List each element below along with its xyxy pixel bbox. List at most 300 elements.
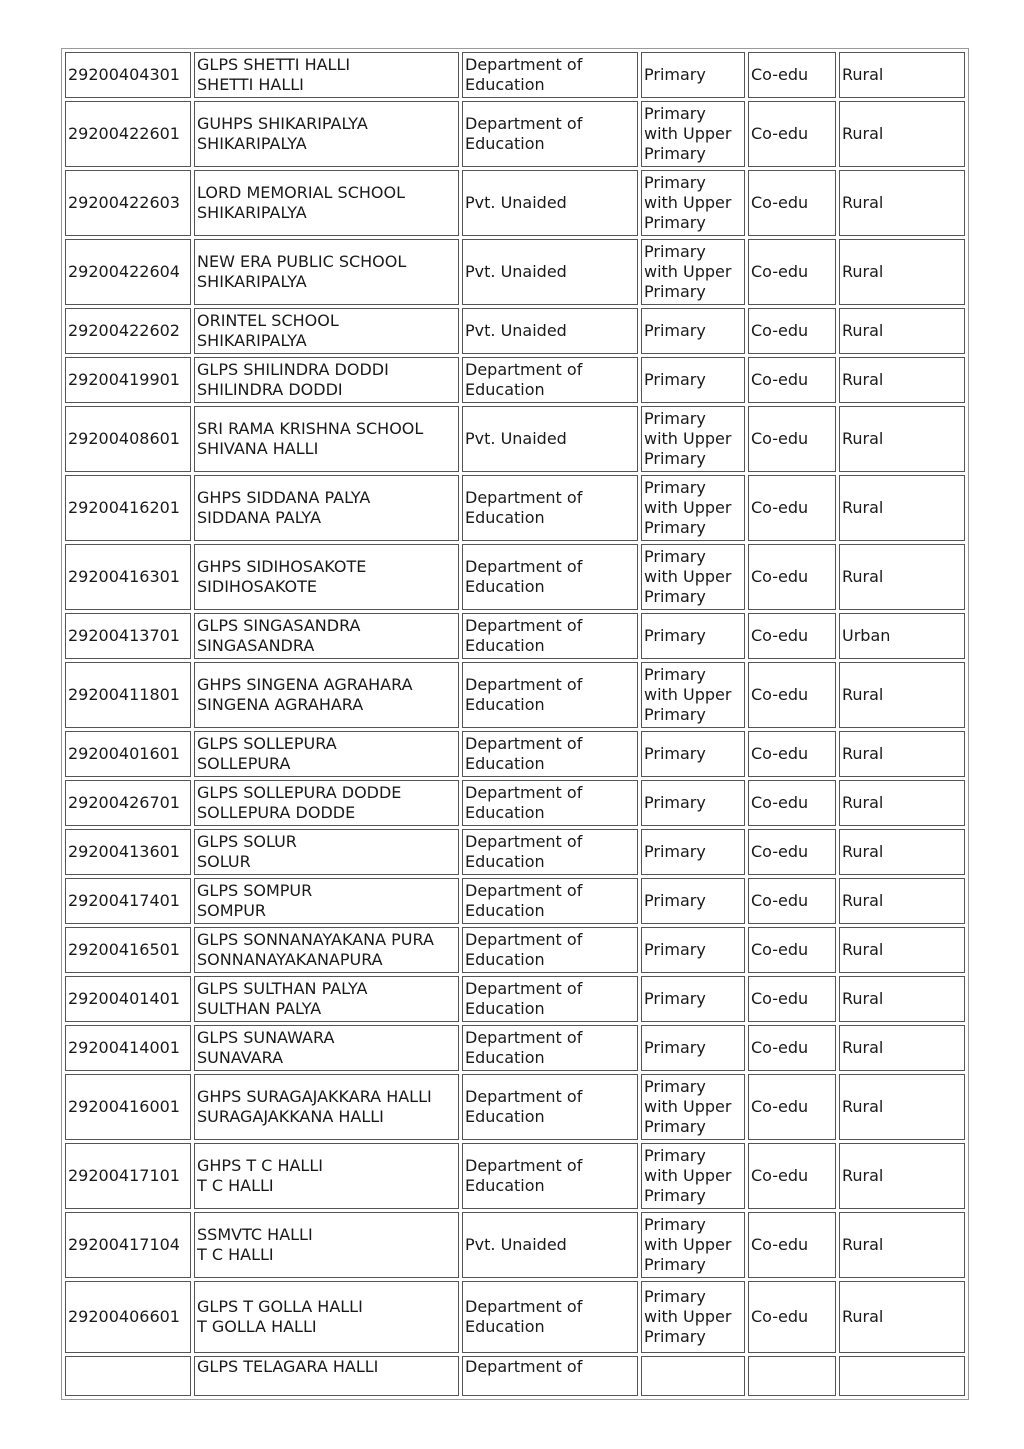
management-cell: [462, 878, 638, 924]
area-cell: [839, 1212, 965, 1278]
school-name-cell-line: ORINTEL SCHOOL: [197, 311, 339, 330]
school-code-cell: [65, 1212, 191, 1278]
school-name-cell-line: GHPS T C HALLI: [197, 1156, 323, 1175]
category-cell-line: with Upper: [644, 685, 732, 704]
management-cell: [462, 406, 638, 472]
school-name-cell-line: SOMPUR: [197, 901, 267, 920]
area-cell-text: Rural: [842, 989, 884, 1008]
school-name-cell-line: SIDIHOSAKOTE: [197, 577, 318, 596]
category-cell-line: Primary: [644, 940, 706, 959]
school-name-cell-line: GLPS T GOLLA HALLI: [197, 1297, 363, 1316]
school-code-cell: [65, 1143, 191, 1209]
category-cell-line: Primary: [644, 1146, 706, 1165]
category-cell-line: Primary: [644, 1077, 706, 1096]
area-cell: [839, 1143, 965, 1209]
school-type-cell-text: Co-edu: [751, 65, 809, 84]
school-code-cell-text: 29200416501: [68, 940, 180, 959]
school-code-cell-text: 29200422603: [68, 193, 180, 212]
management-cell-line: Department of: [465, 1156, 583, 1175]
school-code-cell-text: 29200422604: [68, 262, 180, 281]
school-name-cell-line: GLPS SOLLEPURA DODDE: [197, 783, 402, 802]
school-type-cell-text: Co-edu: [751, 744, 809, 763]
school-name-cell-line: SHETTI HALLI: [197, 75, 304, 94]
school-name-cell-line: GLPS SHETTI HALLI: [197, 55, 351, 74]
school-type-cell-text: Co-edu: [751, 626, 809, 645]
school-type-cell-text: Co-edu: [751, 891, 809, 910]
management-cell-line: Education: [465, 852, 545, 871]
school-name-cell-line: LORD MEMORIAL SCHOOL: [197, 183, 406, 202]
category-cell-line: Primary: [644, 321, 706, 340]
table-row: [65, 731, 965, 777]
table-row: [65, 357, 965, 403]
category-cell-line: Primary: [644, 989, 706, 1008]
management-cell-line: Education: [465, 75, 545, 94]
table-row: [65, 170, 965, 236]
area-cell: [839, 101, 965, 167]
school-name-cell-line: GLPS SULTHAN PALYA: [197, 979, 368, 998]
management-cell-line: Education: [465, 695, 545, 714]
school-name-cell-line: SINGASANDRA: [197, 636, 315, 655]
school-type-cell: [748, 662, 836, 728]
management-cell-line: Department of: [465, 734, 583, 753]
category-cell: [641, 976, 745, 1022]
category-cell: [641, 170, 745, 236]
school-code-cell: [65, 1356, 191, 1396]
category-cell: [641, 1281, 745, 1353]
management-cell-line: Department of: [465, 881, 583, 900]
management-cell-line: Department of: [465, 1357, 583, 1376]
management-cell: [462, 170, 638, 236]
table-row: [65, 544, 965, 610]
category-cell-line: Primary: [644, 65, 706, 84]
school-type-cell-text: Co-edu: [751, 842, 809, 861]
category-cell-line: Primary: [644, 793, 706, 812]
area-cell: [839, 239, 965, 305]
management-cell-line: Pvt. Unaided: [465, 193, 567, 212]
category-cell-line: Primary: [644, 1117, 706, 1136]
school-code-cell: [65, 613, 191, 659]
school-name-cell-line: SHIKARIPALYA: [197, 331, 307, 350]
area-cell: [839, 170, 965, 236]
area-cell: [839, 406, 965, 472]
school-name-cell: [194, 780, 459, 826]
table-row: [65, 1074, 965, 1140]
management-cell-line: Department of: [465, 1087, 583, 1106]
school-name-cell: [194, 829, 459, 875]
management-cell: [462, 239, 638, 305]
table-row: [65, 475, 965, 541]
school-name-cell-line: SOLLEPURA DODDE: [197, 803, 356, 822]
school-name-cell: [194, 239, 459, 305]
category-cell-line: Primary: [644, 518, 706, 537]
school-code-cell: [65, 829, 191, 875]
school-code-cell: [65, 1074, 191, 1140]
school-name-cell: [194, 308, 459, 354]
management-cell-line: Department of: [465, 616, 583, 635]
school-name-cell-line: SRI RAMA KRISHNA SCHOOL: [197, 419, 424, 438]
school-type-cell-text: Co-edu: [751, 262, 809, 281]
management-cell-line: Pvt. Unaided: [465, 429, 567, 448]
category-cell-line: Primary: [644, 626, 706, 645]
school-type-cell: [748, 731, 836, 777]
area-cell: [839, 1356, 965, 1396]
school-name-cell: [194, 731, 459, 777]
school-type-cell-text: Co-edu: [751, 1307, 809, 1326]
management-cell: [462, 1025, 638, 1071]
school-code-cell-text: 29200413701: [68, 626, 180, 645]
school-type-cell-text: Co-edu: [751, 940, 809, 959]
school-type-cell: [748, 406, 836, 472]
school-code-cell: [65, 927, 191, 973]
management-cell-line: Education: [465, 999, 545, 1018]
school-name-cell-line: GHPS SINGENA AGRAHARA: [197, 675, 413, 694]
school-name-cell-line: T GOLLA HALLI: [197, 1317, 317, 1336]
school-name-cell: [194, 1356, 459, 1396]
category-cell: [641, 1143, 745, 1209]
school-type-cell: [748, 101, 836, 167]
school-code-cell-text: 29200404301: [68, 65, 180, 84]
management-cell: [462, 52, 638, 98]
table-row: [65, 1356, 965, 1396]
management-cell: [462, 780, 638, 826]
school-name-cell-line: NEW ERA PUBLIC SCHOOL: [197, 252, 407, 271]
school-name-cell-line: GLPS SOLLEPURA: [197, 734, 337, 753]
school-type-cell: [748, 927, 836, 973]
school-name-cell-line: SHIKARIPALYA: [197, 203, 307, 222]
school-name-cell-line: SHILINDRA DODDI: [197, 380, 343, 399]
school-type-cell-text: Co-edu: [751, 567, 809, 586]
area-cell-text: Rural: [842, 193, 884, 212]
category-cell-line: Primary: [644, 1186, 706, 1205]
school-type-cell-text: Co-edu: [751, 989, 809, 1008]
school-code-cell-text: 29200414001: [68, 1038, 180, 1057]
school-code-cell: [65, 1281, 191, 1353]
table-row: [65, 406, 965, 472]
area-cell-text: Rural: [842, 124, 884, 143]
school-code-cell: [65, 1025, 191, 1071]
school-type-cell: [748, 1074, 836, 1140]
table-row: [65, 101, 965, 167]
category-cell-line: with Upper: [644, 1097, 732, 1116]
school-name-cell: [194, 1025, 459, 1071]
area-cell-text: Urban: [842, 626, 891, 645]
category-cell-line: Primary: [644, 282, 706, 301]
management-cell: [462, 731, 638, 777]
school-type-cell-text: Co-edu: [751, 124, 809, 143]
area-cell-text: Rural: [842, 891, 884, 910]
management-cell-line: Education: [465, 803, 545, 822]
category-cell-line: Primary: [644, 370, 706, 389]
category-cell: [641, 239, 745, 305]
table-body: [65, 52, 965, 1396]
area-cell: [839, 1281, 965, 1353]
category-cell: [641, 927, 745, 973]
table-row: [65, 780, 965, 826]
area-cell: [839, 1025, 965, 1071]
school-type-cell: [748, 357, 836, 403]
table-row: [65, 878, 965, 924]
management-cell: [462, 613, 638, 659]
school-code-cell-text: 29200426701: [68, 793, 180, 812]
school-code-cell: [65, 878, 191, 924]
school-name-cell-line: SUNAVARA: [197, 1048, 284, 1067]
category-cell-line: Primary: [644, 891, 706, 910]
category-cell-line: with Upper: [644, 498, 732, 517]
school-code-cell-text: 29200411801: [68, 685, 180, 704]
category-cell-line: Primary: [644, 842, 706, 861]
table-row: [65, 308, 965, 354]
school-type-cell-text: Co-edu: [751, 321, 809, 340]
school-code-cell-text: 29200401401: [68, 989, 180, 1008]
school-type-cell: [748, 780, 836, 826]
school-name-cell: [194, 357, 459, 403]
school-code-cell: [65, 308, 191, 354]
category-cell-line: Primary: [644, 104, 706, 123]
category-cell-line: Primary: [644, 144, 706, 163]
category-cell-line: with Upper: [644, 429, 732, 448]
category-cell-line: with Upper: [644, 262, 732, 281]
school-code-cell-text: 29200417104: [68, 1235, 180, 1254]
school-type-cell-text: Co-edu: [751, 498, 809, 517]
school-name-cell: [194, 1143, 459, 1209]
management-cell: [462, 1356, 638, 1396]
management-cell-line: Department of: [465, 832, 583, 851]
table-row: [65, 1281, 965, 1353]
school-name-cell-line: GUHPS SHIKARIPALYA: [197, 114, 368, 133]
area-cell: [839, 357, 965, 403]
school-code-cell: [65, 544, 191, 610]
school-code-cell-text: 29200408601: [68, 429, 180, 448]
area-cell-text: Rural: [842, 262, 884, 281]
school-name-cell-line: SHIKARIPALYA: [197, 272, 307, 291]
school-code-cell: [65, 976, 191, 1022]
category-cell: [641, 731, 745, 777]
management-cell-line: Education: [465, 1176, 545, 1195]
school-name-cell-line: GLPS SHILINDRA DODDI: [197, 360, 389, 379]
school-name-cell: [194, 406, 459, 472]
area-cell-text: Rural: [842, 1307, 884, 1326]
area-cell: [839, 731, 965, 777]
school-code-cell: [65, 357, 191, 403]
category-cell-line: with Upper: [644, 193, 732, 212]
management-cell-line: Pvt. Unaided: [465, 1235, 567, 1254]
school-name-cell-line: GLPS SUNAWARA: [197, 1028, 335, 1047]
management-cell: [462, 829, 638, 875]
school-code-cell-text: 29200417101: [68, 1166, 180, 1185]
management-cell: [462, 308, 638, 354]
school-name-cell: [194, 613, 459, 659]
school-name-cell-line: GHPS SIDIHOSAKOTE: [197, 557, 367, 576]
school-name-cell: [194, 101, 459, 167]
management-cell-line: Department of: [465, 360, 583, 379]
category-cell: [641, 357, 745, 403]
category-cell-line: Primary: [644, 705, 706, 724]
management-cell: [462, 662, 638, 728]
category-cell-line: Primary: [644, 744, 706, 763]
school-name-cell-line: SHIKARIPALYA: [197, 134, 307, 153]
management-cell-line: Department of: [465, 114, 583, 133]
school-code-cell: [65, 662, 191, 728]
table-row: [65, 1025, 965, 1071]
category-cell: [641, 662, 745, 728]
management-cell: [462, 1281, 638, 1353]
school-type-cell: [748, 878, 836, 924]
management-cell-line: Education: [465, 508, 545, 527]
area-cell: [839, 662, 965, 728]
category-cell-line: Primary: [644, 478, 706, 497]
category-cell-line: with Upper: [644, 567, 732, 586]
category-cell: [641, 308, 745, 354]
table-row: [65, 1143, 965, 1209]
school-name-cell-line: SHIVANA HALLI: [197, 439, 319, 458]
school-name-cell: [194, 976, 459, 1022]
management-cell-line: Department of: [465, 675, 583, 694]
table-row: [65, 976, 965, 1022]
area-cell: [839, 475, 965, 541]
management-cell-line: Pvt. Unaided: [465, 321, 567, 340]
school-type-cell: [748, 1212, 836, 1278]
school-type-cell-text: Co-edu: [751, 1097, 809, 1116]
category-cell-line: Primary: [644, 409, 706, 428]
area-cell: [839, 308, 965, 354]
area-cell: [839, 976, 965, 1022]
school-code-cell-text: 29200413601: [68, 842, 180, 861]
category-cell-line: Primary: [644, 1038, 706, 1057]
school-name-cell-line: SOLUR: [197, 852, 251, 871]
area-cell-text: Rural: [842, 1038, 884, 1057]
school-type-cell: [748, 239, 836, 305]
category-cell-line: with Upper: [644, 124, 732, 143]
management-cell-line: Education: [465, 950, 545, 969]
management-cell: [462, 1143, 638, 1209]
management-cell: [462, 357, 638, 403]
category-cell: [641, 1025, 745, 1071]
category-cell-line: Primary: [644, 213, 706, 232]
management-cell-line: Department of: [465, 979, 583, 998]
category-cell-line: Primary: [644, 173, 706, 192]
area-cell-text: Rural: [842, 793, 884, 812]
school-name-cell-line: GHPS SURAGAJAKKARA HALLI: [197, 1087, 432, 1106]
school-code-cell-text: 29200419901: [68, 370, 180, 389]
management-cell-line: Pvt. Unaided: [465, 262, 567, 281]
area-cell: [839, 780, 965, 826]
school-name-cell: [194, 927, 459, 973]
area-cell-text: Rural: [842, 567, 884, 586]
management-cell: [462, 475, 638, 541]
management-cell-line: Department of: [465, 930, 583, 949]
area-cell-text: Rural: [842, 321, 884, 340]
school-name-cell: [194, 878, 459, 924]
school-code-cell-text: 29200416001: [68, 1097, 180, 1116]
school-name-cell-line: SIDDANA PALYA: [197, 508, 322, 527]
category-cell: [641, 475, 745, 541]
management-cell-line: Education: [465, 380, 545, 399]
school-code-cell-text: 29200401601: [68, 744, 180, 763]
management-cell-line: Education: [465, 901, 545, 920]
school-name-cell-line: T C HALLI: [197, 1176, 274, 1195]
school-type-cell: [748, 1356, 836, 1396]
management-cell-line: Department of: [465, 783, 583, 802]
category-cell-line: Primary: [644, 1255, 706, 1274]
management-cell-line: Department of: [465, 557, 583, 576]
school-name-cell-line: T C HALLI: [197, 1245, 274, 1264]
management-cell-line: Department of: [465, 1297, 583, 1316]
area-cell: [839, 878, 965, 924]
category-cell: [641, 780, 745, 826]
category-cell: [641, 1212, 745, 1278]
school-code-cell: [65, 406, 191, 472]
category-cell: [641, 1356, 745, 1396]
area-cell-text: Rural: [842, 842, 884, 861]
category-cell-line: Primary: [644, 1215, 706, 1234]
school-code-cell-text: 29200422601: [68, 124, 180, 143]
table-row: [65, 52, 965, 98]
category-cell-line: Primary: [644, 665, 706, 684]
category-cell-line: Primary: [644, 587, 706, 606]
area-cell-text: Rural: [842, 370, 884, 389]
school-code-cell-text: 29200406601: [68, 1307, 180, 1326]
category-cell: [641, 829, 745, 875]
category-cell: [641, 52, 745, 98]
area-cell-text: Rural: [842, 1166, 884, 1185]
school-name-cell-line: GLPS SONNANAYAKANA PURA: [197, 930, 434, 949]
area-cell: [839, 544, 965, 610]
school-name-cell-line: GLPS SINGASANDRA: [197, 616, 361, 635]
management-cell: [462, 1212, 638, 1278]
table-row: [65, 662, 965, 728]
school-name-cell-line: SOLLEPURA: [197, 754, 291, 773]
area-cell-text: Rural: [842, 685, 884, 704]
school-type-cell: [748, 829, 836, 875]
management-cell: [462, 1074, 638, 1140]
category-cell: [641, 878, 745, 924]
table-row: [65, 613, 965, 659]
school-code-cell: [65, 52, 191, 98]
school-name-cell: [194, 662, 459, 728]
school-type-cell-text: Co-edu: [751, 429, 809, 448]
school-name-cell-line: SSMVTC HALLI: [197, 1225, 313, 1244]
school-type-cell: [748, 613, 836, 659]
school-name-cell-line: SULTHAN PALYA: [197, 999, 322, 1018]
area-cell-text: Rural: [842, 429, 884, 448]
category-cell-line: Primary: [644, 547, 706, 566]
management-cell: [462, 976, 638, 1022]
management-cell-line: Education: [465, 1317, 545, 1336]
category-cell-line: with Upper: [644, 1307, 732, 1326]
management-cell-line: Education: [465, 754, 545, 773]
school-type-cell-text: Co-edu: [751, 685, 809, 704]
school-name-cell-line: GHPS SIDDANA PALYA: [197, 488, 371, 507]
school-name-cell-line: SINGENA AGRAHARA: [197, 695, 364, 714]
school-table: [61, 48, 969, 1400]
area-cell-text: Rural: [842, 498, 884, 517]
school-name-cell: [194, 1074, 459, 1140]
school-code-cell-text: 29200416201: [68, 498, 180, 517]
area-cell: [839, 927, 965, 973]
school-code-cell-text: 29200417401: [68, 891, 180, 910]
school-type-cell-text: Co-edu: [751, 193, 809, 212]
school-code-cell: [65, 101, 191, 167]
school-type-cell-text: Co-edu: [751, 1166, 809, 1185]
management-cell: [462, 927, 638, 973]
school-name-cell-line: SONNANAYAKANAPURA: [197, 950, 383, 969]
school-code-cell-text: 29200416301: [68, 567, 180, 586]
category-cell-line: Primary: [644, 449, 706, 468]
school-name-cell: [194, 544, 459, 610]
school-code-cell: [65, 780, 191, 826]
area-cell: [839, 829, 965, 875]
category-cell-line: Primary: [644, 1287, 706, 1306]
